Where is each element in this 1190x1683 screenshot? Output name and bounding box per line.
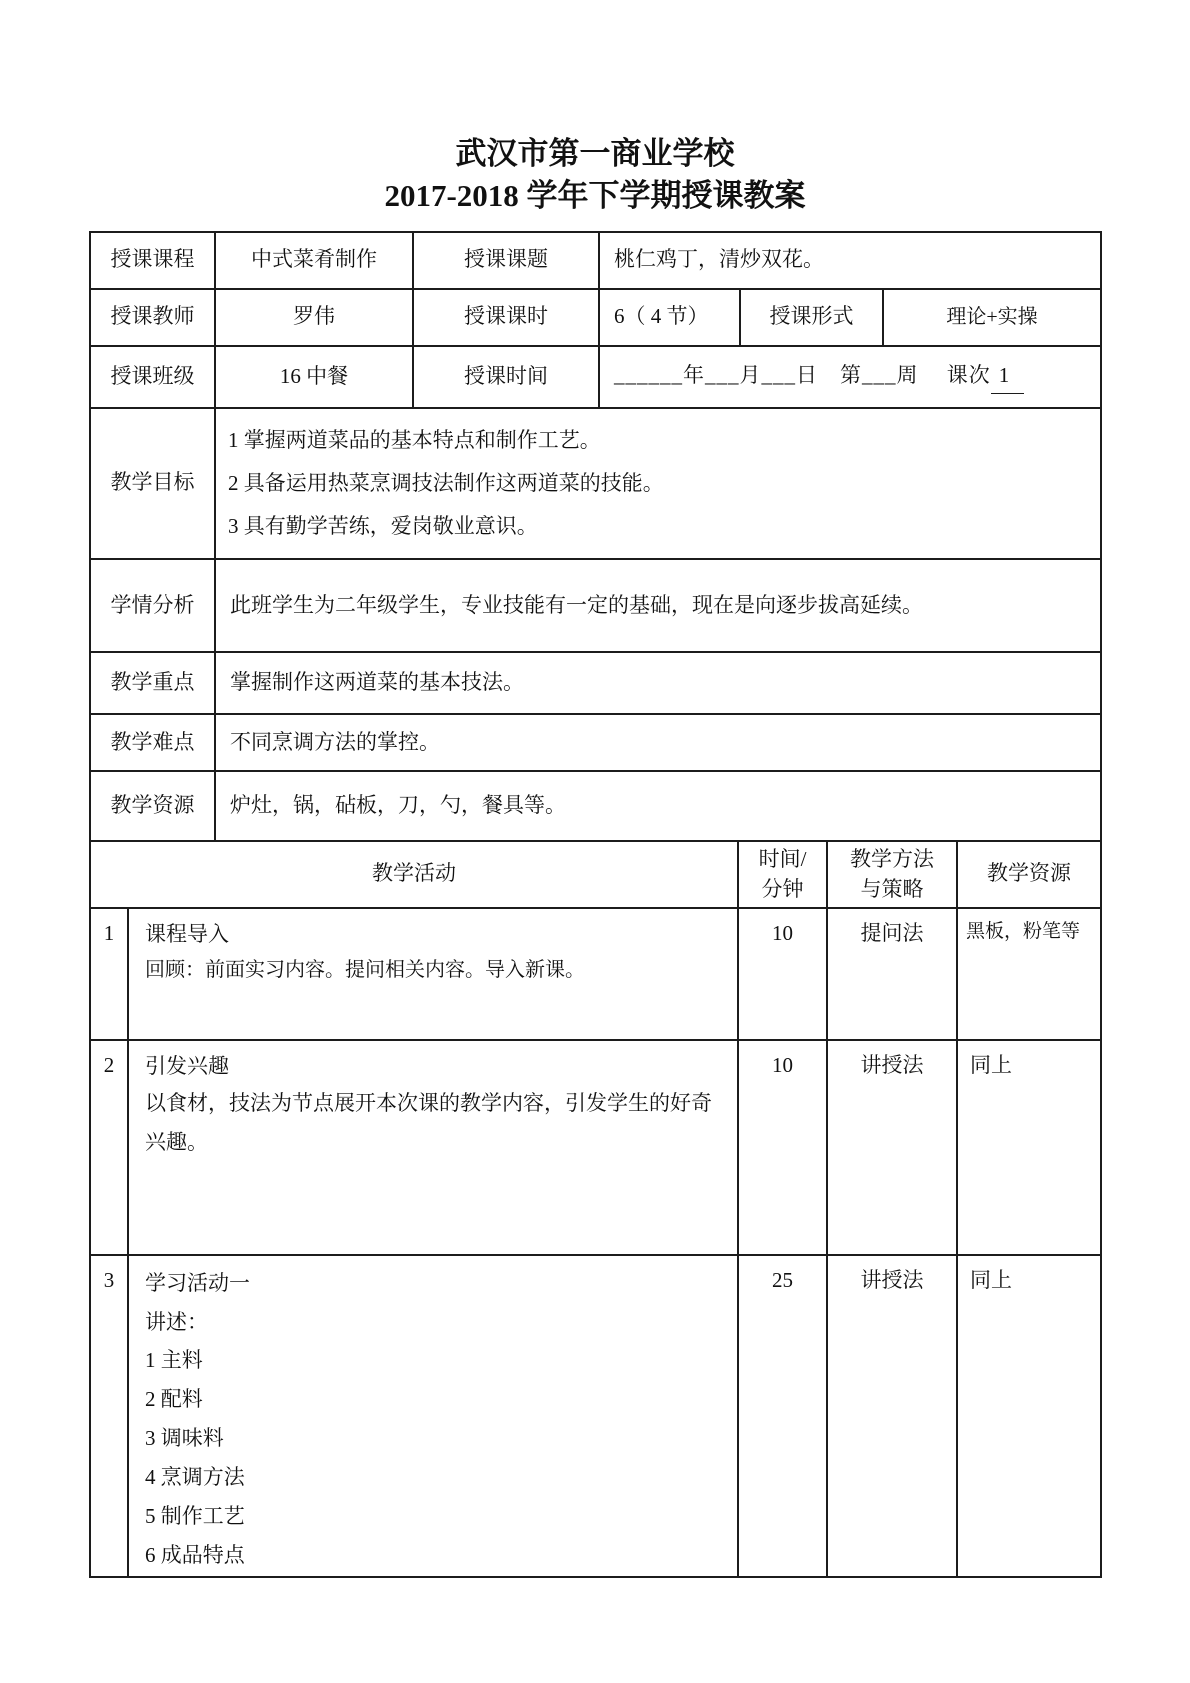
- activity-content: [128, 1040, 738, 1255]
- course-info-table: [89, 231, 1102, 842]
- activity-number: 1: [90, 908, 128, 1040]
- row-class: [90, 346, 1101, 408]
- method-header-line1: 教学方法: [850, 846, 934, 871]
- activity-header-row: [90, 841, 1101, 908]
- method-header-line2: 与策略: [860, 877, 924, 902]
- activity-time: 10: [738, 908, 827, 1040]
- course-value: 中式菜肴制作: [215, 232, 413, 289]
- analysis-value: 此班学生为二年级学生，专业技能有一定的基础，现在是向逐步拔高延续。: [215, 559, 1101, 652]
- activity-desc-line: 2 配料: [145, 1387, 203, 1412]
- key-points-label: 教学重点: [90, 652, 215, 714]
- objective-line: 1 掌握两道菜品的基本特点和制作工艺。: [228, 427, 601, 452]
- activity-desc-line: 讲述：: [145, 1309, 208, 1334]
- row-course: [90, 232, 1101, 289]
- difficulties-label: 教学难点: [90, 714, 215, 771]
- resource-header: 教学资源: [957, 841, 1101, 908]
- activity-content: [128, 908, 738, 1040]
- activity-title: 引发兴趣: [145, 1053, 229, 1078]
- row-analysis: [90, 559, 1101, 652]
- teaching-activity-table: [89, 840, 1102, 1579]
- time-header-line2: 分钟: [761, 877, 804, 902]
- form-value: 理论+实操: [883, 289, 1101, 346]
- time-header-line1: 时间/: [758, 846, 807, 871]
- activity-method: 讲授法: [827, 1255, 957, 1578]
- teacher-label: 授课教师: [90, 289, 215, 346]
- activity-method: 讲授法: [827, 1040, 957, 1255]
- row-objectives: [90, 408, 1101, 559]
- hours-label: 授课课时: [413, 289, 599, 346]
- activity-desc-line: 1 主料: [145, 1348, 203, 1373]
- method-header: [827, 841, 957, 908]
- activity-row-2: [90, 1040, 1101, 1255]
- school-title: 武汉市第一商业学校: [455, 136, 735, 171]
- time-value: [599, 346, 1101, 408]
- activity-desc-line: 3 调味料: [145, 1426, 224, 1451]
- class-value: 16 中餐: [215, 346, 413, 408]
- class-label: 授课班级: [90, 346, 215, 408]
- difficulties-value: 不同烹调方法的掌控。: [215, 714, 1101, 771]
- activity-title: 学习活动一: [145, 1270, 250, 1295]
- lesson-plan-page: [0, 133, 1190, 1683]
- row-resources: [90, 771, 1101, 841]
- topic-label: 授课课题: [413, 232, 599, 289]
- activity-time: 10: [738, 1040, 827, 1255]
- row-teacher: [90, 289, 1101, 346]
- row-difficulties: [90, 714, 1101, 771]
- activity-description: 回顾：前面实习内容。提问相关内容。导入新课。: [145, 959, 585, 982]
- topic-value: 桃仁鸡丁，清炒双花。: [599, 232, 1101, 289]
- activity-time: 25: [738, 1255, 827, 1578]
- objective-line: 3 具有勤学苦练，爱岗敬业意识。: [228, 513, 538, 538]
- objectives-value: [215, 408, 1101, 559]
- teacher-value: 罗伟: [215, 289, 413, 346]
- resources-value: 炉灶，锅，砧板，刀，勺，餐具等。: [215, 771, 1101, 841]
- activity-number: 3: [90, 1255, 128, 1578]
- activity-resource: 黑板，粉笔等: [957, 908, 1101, 1040]
- key-points-value: 掌握制作这两道菜的基本技法。: [215, 652, 1101, 714]
- analysis-label: 学情分析: [90, 559, 215, 652]
- form-label: 授课形式: [740, 289, 883, 346]
- course-label: 授课课程: [90, 232, 215, 289]
- activity-content: [128, 1255, 738, 1578]
- activity-resource: 同上: [957, 1255, 1101, 1578]
- resources-label: 教学资源: [90, 771, 215, 841]
- time-header: [738, 841, 827, 908]
- hours-value: 6（ 4 节）: [599, 289, 740, 346]
- document-subtitle: 2017-2018 学年下学期授课教案: [384, 177, 806, 213]
- objectives-label: 教学目标: [90, 408, 215, 559]
- activity-number: 2: [90, 1040, 128, 1255]
- activity-resource: 同上: [957, 1040, 1101, 1255]
- time-label: 授课时间: [413, 346, 599, 408]
- activity-title: 课程导入: [145, 921, 229, 946]
- activity-row-3: [90, 1255, 1101, 1578]
- activity-header: 教学活动: [90, 841, 738, 908]
- activity-description: 以食材，技法为节点展开本次课的教学内容，引发学生的好奇兴趣。: [145, 1091, 712, 1155]
- activity-desc-line: 5 制作工艺: [145, 1503, 245, 1528]
- time-blanks: ______年___月___日 第___周 课次: [614, 363, 991, 388]
- row-key-points: [90, 652, 1101, 714]
- activity-desc-line: 4 烹调方法: [145, 1464, 245, 1489]
- activity-method: 提问法: [827, 908, 957, 1040]
- lesson-number: 1: [991, 359, 1025, 394]
- activity-desc-line: 6 成品特点: [145, 1542, 245, 1567]
- activity-row-1: [90, 908, 1101, 1040]
- objective-line: 2 具备运用热菜烹调技法制作这两道菜的技能。: [228, 470, 664, 495]
